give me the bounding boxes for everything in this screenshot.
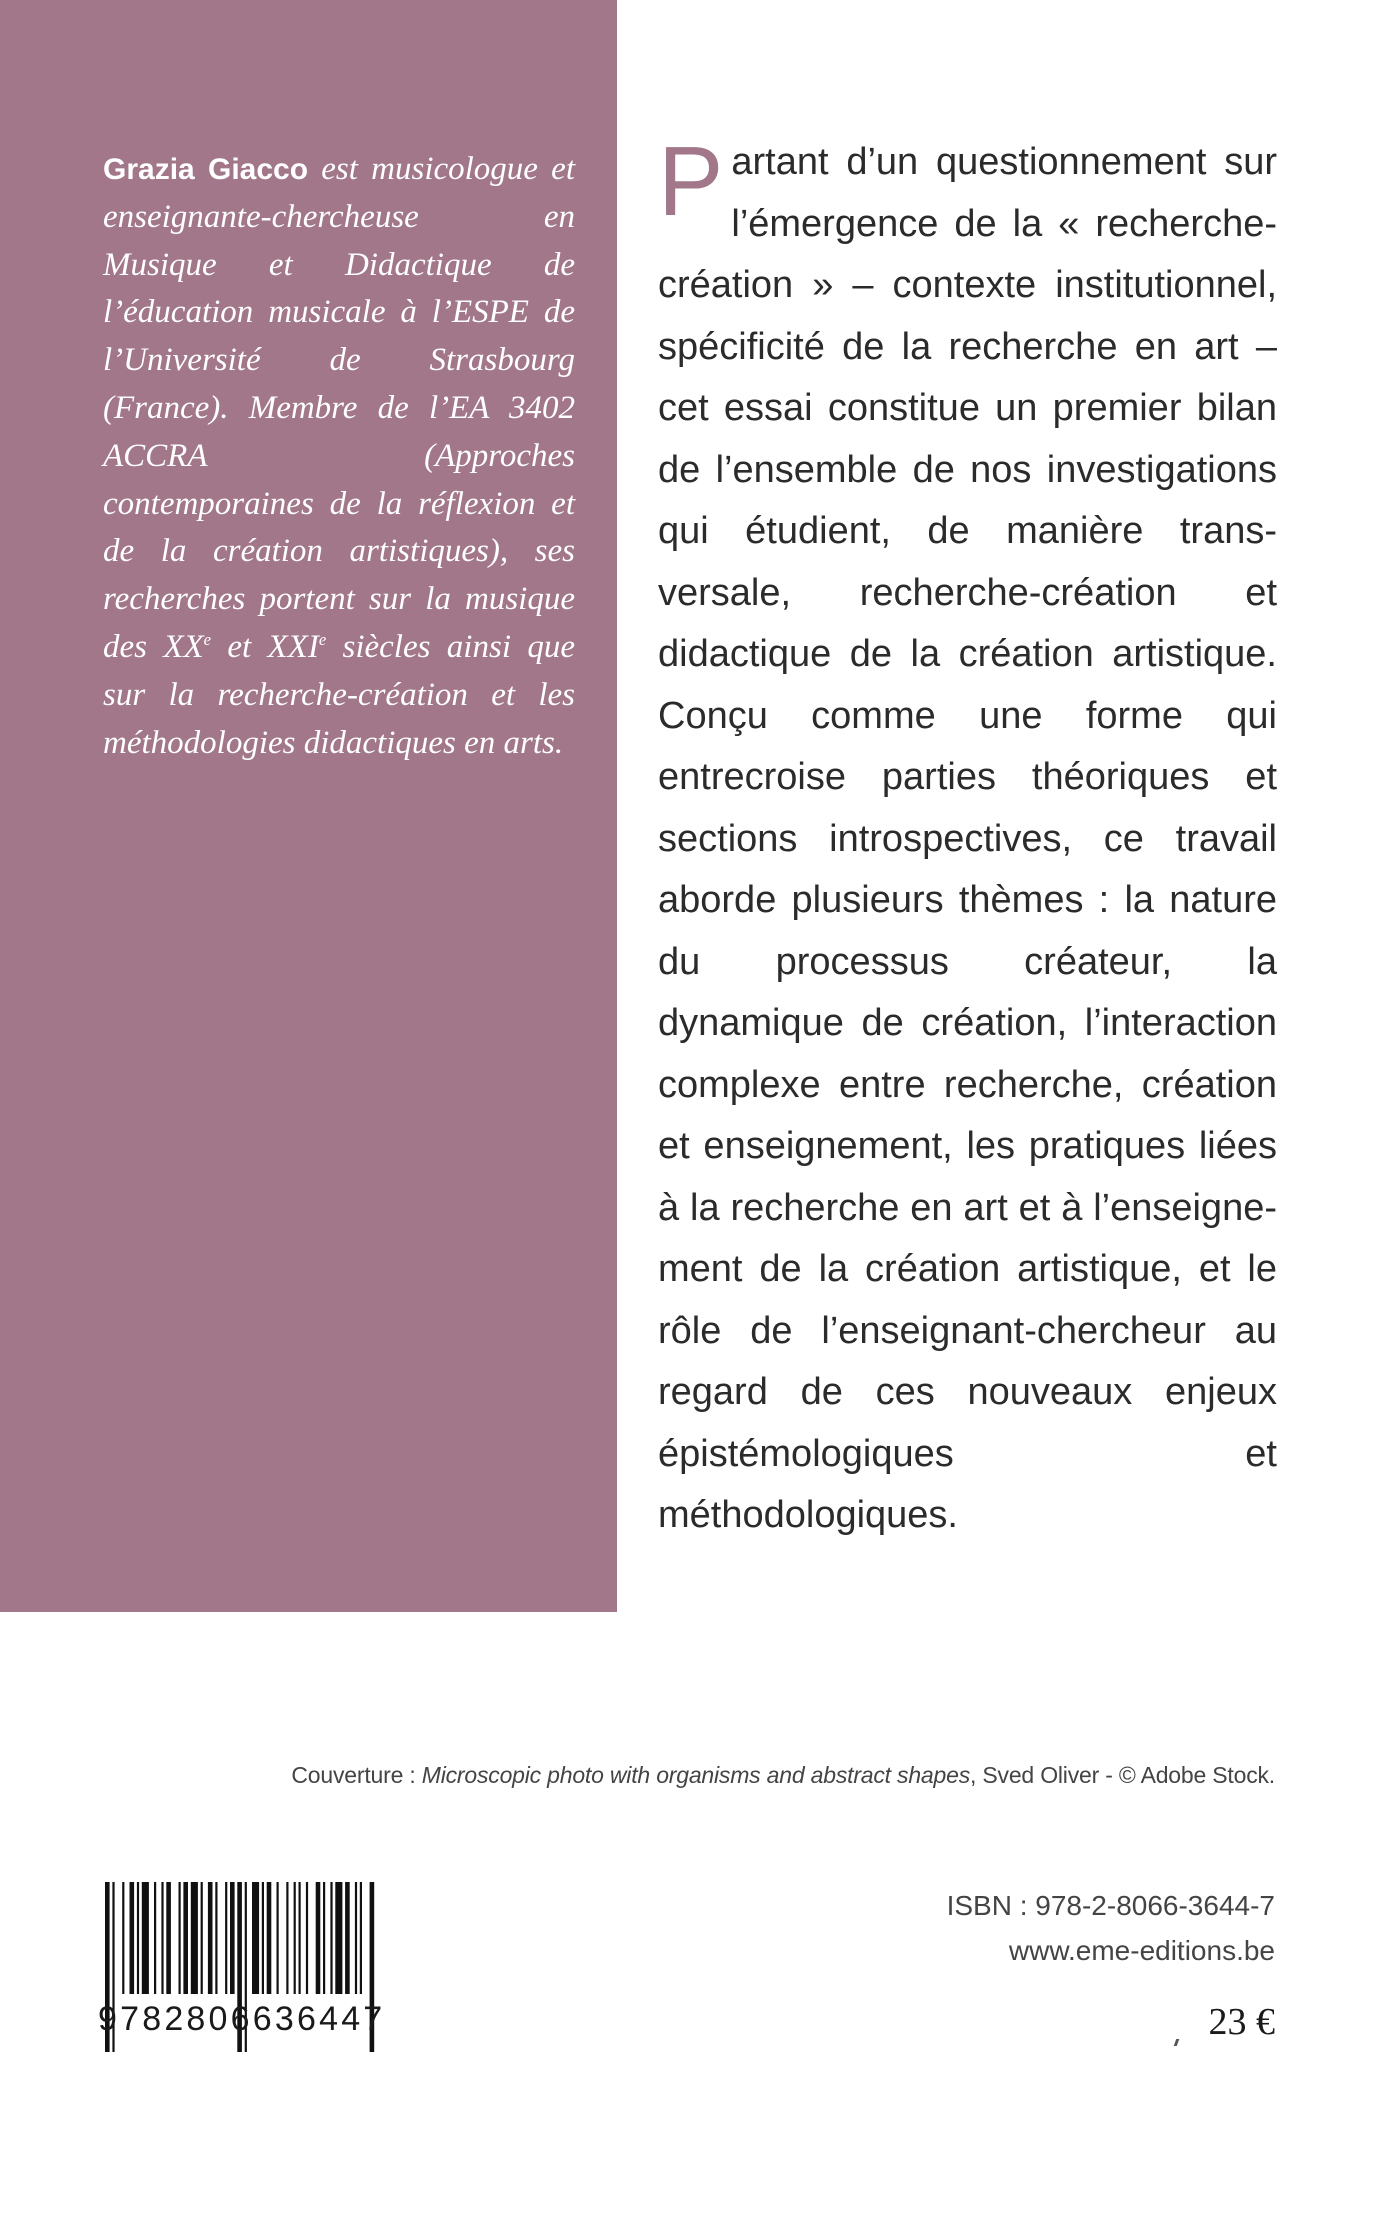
century-superscript: e xyxy=(318,629,327,649)
book-blurb xyxy=(658,126,1277,1547)
century-superscript: e xyxy=(203,629,211,649)
barcode-bar xyxy=(130,1882,135,1994)
barcode-bar xyxy=(183,1882,188,1994)
barcode-bar xyxy=(360,1882,362,1994)
barcode-bar xyxy=(355,1882,357,1994)
credit-prefix: Couverture : xyxy=(291,1762,422,1788)
barcode-bar xyxy=(299,1882,301,1994)
author-bio-text: et XXI xyxy=(210,628,319,665)
barcode-bar xyxy=(345,1882,350,1994)
barcode-bar xyxy=(330,1882,332,1994)
barcode-bar xyxy=(137,1882,139,1994)
drop-cap: P xyxy=(658,126,724,236)
price: 23 € xyxy=(1208,2001,1275,2043)
barcode-digits: 9782806636447 xyxy=(98,2000,386,2038)
barcode-bar xyxy=(179,1882,181,1994)
barcode-bar xyxy=(316,1882,321,1994)
publisher-website: www.eme-editions.be xyxy=(1008,1935,1275,1966)
barcode-bar xyxy=(201,1882,203,1994)
author-bio-panel xyxy=(0,0,617,1612)
barcode-bar xyxy=(166,1882,171,1994)
barcode-bar xyxy=(267,1882,272,1994)
price-mark-icon xyxy=(1174,2039,1180,2046)
barcode-bar xyxy=(323,1882,325,1994)
barcode-bar xyxy=(225,1882,227,1994)
barcode-bar xyxy=(191,1882,198,1994)
barcode-bar xyxy=(142,1882,149,1994)
author-name: Grazia Giacco xyxy=(103,153,309,186)
isbn: ISBN : 978-2-8066-3644-7 xyxy=(946,1890,1275,1921)
author-bio xyxy=(103,146,575,767)
barcode-bar xyxy=(122,1882,124,1994)
barcode-bar xyxy=(230,1882,235,1994)
credit-suffix: , Sved Oliver - © Adobe Stock. xyxy=(970,1762,1275,1788)
barcode-bar xyxy=(262,1882,264,1994)
blurb-text: artant d’un questionnement sur l’émergence de la « recherche-création » – contexte institutionnel, spécificité de la recherche en art – cet essai constitue un premier bilan de l’ensemble de nos investigations qui étudient, de manière transversale, recherche-création et didactique de la création artistique. Conçu comme une forme qui entrecroise parties théoriques et sections introspectives, ce travail aborde plusieurs thèmes : la nature du processus créateur, la dynamique de création, l’interaction complexe entre recherche, création et enseignement, les pratiques liées à la recherche en art et à l’enseignement de la création artistique, et le rôle de l’enseignant-chercheur au regard de ces nouveaux enjeux épistémologiques et méthodologiques. xyxy=(658,141,1277,1536)
barcode-bar xyxy=(286,1882,288,1994)
barcode-bar xyxy=(306,1882,308,1994)
barcode-bar xyxy=(215,1882,217,1994)
credit-title: Microscopic photo with organisms and abstract shapes xyxy=(421,1762,971,1788)
author-bio-text: est musicologue et enseignante-chercheuse en Musique et Didactique de l’éducation musicale à l’ESPE de l’Université de Strasbourg (France). Membre de l’EA 3402 ACCRA (Approches contemporaines de la réflexion et de la création artistiques), ses recherches portent sur la musique des XX xyxy=(103,151,575,665)
cover-credit xyxy=(291,1762,1275,1789)
barcode-bar xyxy=(154,1882,156,1994)
barcode-bar xyxy=(161,1882,163,1994)
barcode-bar xyxy=(252,1882,259,1994)
barcode-bar xyxy=(208,1882,213,1994)
author-bio-text: siècles ainsi que sur la recherche-création et les méthodologies didactiques en arts. xyxy=(103,628,575,761)
barcode-bar xyxy=(335,1882,342,1994)
barcode-bar xyxy=(277,1882,279,1994)
barcode-bar xyxy=(294,1882,296,1994)
